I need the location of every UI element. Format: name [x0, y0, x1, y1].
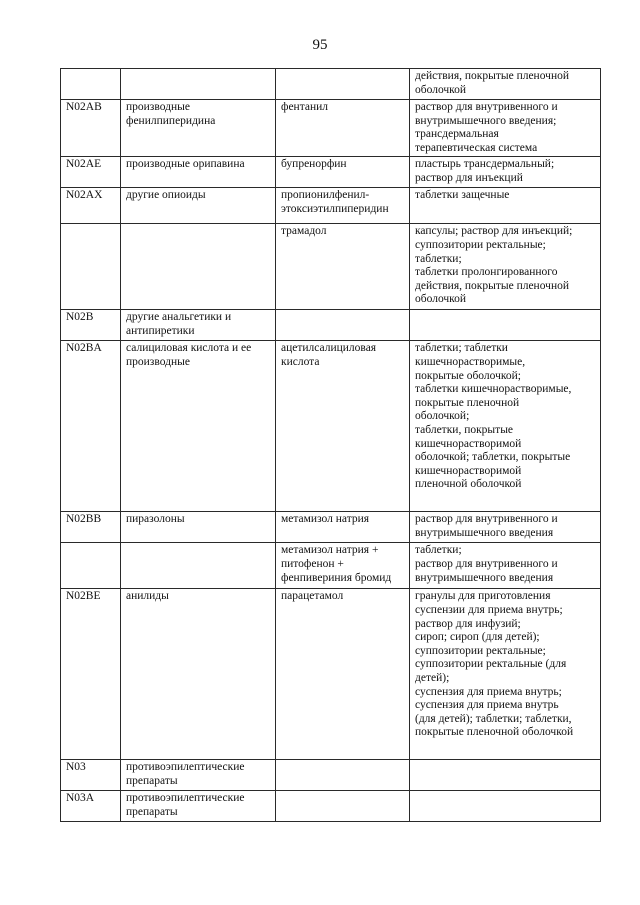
table-row: [61, 589, 601, 760]
form-line: детей);: [415, 671, 450, 684]
atc-code-cell: N02BA: [61, 341, 121, 512]
form-line: кишечнорастворимой: [415, 437, 522, 450]
atc-code-cell: N02BE: [61, 589, 121, 760]
form-line: оболочкой; таблетки, покрытые: [415, 451, 571, 464]
table-row: [61, 543, 601, 589]
group-line: антипиретики: [126, 324, 195, 337]
drug-line: кислота: [281, 355, 320, 368]
form-line: таблетки пролонгированного: [415, 266, 558, 279]
drug-name-cell: [276, 188, 410, 224]
table-row: [61, 157, 601, 188]
dosage-forms-cell: [410, 100, 601, 157]
drug-line: метамизол натрия +: [281, 544, 379, 557]
group-name-cell: [121, 341, 276, 512]
drug-name-cell: [276, 791, 410, 822]
drug-line: этоксиэтилпиперидин: [281, 202, 389, 215]
group-name-cell: [121, 760, 276, 791]
table-row: [61, 224, 601, 310]
form-line: таблетки;: [415, 544, 462, 557]
atc-code-cell: [61, 224, 121, 310]
form-line: раствор для инъекций: [415, 171, 523, 184]
drug-line: метамизол натрия: [281, 513, 370, 526]
group-line: пиразолоны: [126, 513, 185, 526]
drug-line: фентанил: [281, 101, 329, 113]
group-name-cell: [121, 512, 276, 543]
drug-name-cell: [276, 310, 410, 341]
form-line: покрытые пленочной оболочкой: [415, 726, 574, 739]
form-line: суппозитории ректальные;: [415, 238, 546, 251]
form-line: таблетки; таблетки: [415, 342, 508, 355]
form-line: капсулы; раствор для инъекций;: [415, 225, 573, 238]
form-line: оболочкой: [415, 293, 467, 306]
drug-line: трамадол: [281, 225, 327, 238]
form-line: кишечнорастворимой: [415, 464, 522, 477]
drug-name-cell: [276, 543, 410, 589]
group-name-cell: [121, 310, 276, 341]
atc-code-cell: N02AB: [61, 100, 121, 157]
drug-line: пропионилфенил-: [281, 189, 370, 202]
table-row: [61, 100, 601, 157]
form-line: раствор для внутривенного и: [415, 557, 558, 570]
drug-table: [60, 68, 601, 822]
dosage-forms-cell: [410, 310, 601, 341]
group-name-cell: [121, 188, 276, 224]
table-row: [61, 512, 601, 543]
form-line: раствор для внутривенного и: [415, 513, 558, 526]
drug-name-cell: [276, 69, 410, 100]
dosage-forms-cell: [410, 791, 601, 822]
form-line: внутримышечного введения: [415, 526, 554, 539]
atc-code-cell: N03: [61, 760, 121, 791]
group-line: производные: [126, 101, 190, 113]
drug-name-cell: [276, 224, 410, 310]
dosage-forms-cell: [410, 224, 601, 310]
form-line: покрытые пленочной: [415, 396, 520, 409]
form-line: суспензии для приема внутрь;: [415, 603, 563, 616]
group-name-cell: [121, 589, 276, 760]
atc-code-cell: [61, 543, 121, 589]
group-name-cell: [121, 791, 276, 822]
form-line: действия, покрытые пленочной: [415, 70, 570, 82]
table-row: [61, 791, 601, 822]
group-name-cell: [121, 69, 276, 100]
drug-name-cell: [276, 100, 410, 157]
group-name-cell: [121, 543, 276, 589]
group-line: другие анальгетики и: [126, 311, 232, 324]
group-line: анилиды: [126, 590, 169, 603]
dosage-forms-cell: [410, 188, 601, 224]
group-name-cell: [121, 157, 276, 188]
form-line: действия, покрытые пленочной: [415, 279, 570, 292]
form-line: оболочкой: [415, 83, 467, 96]
table-row: [61, 310, 601, 341]
form-line: (для детей); таблетки; таблетки,: [415, 712, 572, 725]
dosage-forms-cell: [410, 341, 601, 512]
page-number: 95: [312, 37, 328, 53]
atc-code-cell: N02B: [61, 310, 121, 341]
form-line: внутримышечного введения;: [415, 114, 557, 127]
dosage-forms-cell: [410, 760, 601, 791]
dosage-forms-cell: [410, 543, 601, 589]
drug-name-cell: [276, 760, 410, 791]
drug-line: фенпивериния бромид: [281, 571, 392, 584]
form-line: сироп; сироп (для детей);: [415, 631, 540, 644]
dosage-forms-cell: [410, 69, 601, 100]
form-line: таблетки кишечнорастворимые,: [415, 383, 572, 396]
form-line: суспензия для приема внутрь;: [415, 685, 562, 698]
drug-name-cell: [276, 341, 410, 512]
drug-line: ацетилсалициловая: [281, 342, 377, 355]
group-line: противоэпилептические: [126, 761, 245, 774]
group-line: препараты: [126, 805, 178, 818]
form-line: покрытые оболочкой;: [415, 369, 521, 382]
form-line: суппозитории ректальные (для: [415, 658, 567, 671]
form-line: внутримышечного введения: [415, 571, 554, 584]
table-body: [61, 69, 601, 822]
form-line: пластырь трансдермальный;: [415, 158, 555, 171]
atc-code-cell: N02BB: [61, 512, 121, 543]
drug-name-cell: [276, 157, 410, 188]
atc-code-cell: N02AX: [61, 188, 121, 224]
form-line: суспензия для приема внутрь: [415, 699, 559, 712]
table-row: [61, 341, 601, 512]
form-line: терапевтическая система: [415, 141, 538, 154]
form-line: кишечнорастворимые,: [415, 355, 526, 368]
table-row: [61, 188, 601, 224]
form-line: таблетки;: [415, 252, 462, 265]
group-line: другие опиоиды: [126, 189, 206, 202]
drug-line: питофенон +: [281, 557, 344, 570]
table-row: [61, 760, 601, 791]
form-line: пленочной оболочкой: [415, 478, 522, 491]
form-line: гранулы для приготовления: [415, 590, 551, 603]
group-line: салициловая кислота и ее: [126, 342, 252, 355]
drug-line: парацетамол: [281, 590, 344, 603]
table-row: [61, 69, 601, 100]
group-line: фенилпиперидина: [126, 114, 216, 127]
group-line: противоэпилептические: [126, 792, 245, 805]
dosage-forms-cell: [410, 157, 601, 188]
form-line: раствор для внутривенного и: [415, 101, 558, 113]
dosage-forms-cell: [410, 589, 601, 760]
form-line: трансдермальная: [415, 128, 499, 141]
dosage-forms-cell: [410, 512, 601, 543]
drug-line: бупренорфин: [281, 158, 347, 171]
form-line: суппозитории ректальные;: [415, 644, 546, 657]
form-line: таблетки защечные: [415, 189, 510, 202]
form-line: раствор для инфузий;: [415, 617, 521, 630]
atc-code-cell: N02AE: [61, 157, 121, 188]
group-line: производные орипавина: [126, 158, 245, 171]
drug-name-cell: [276, 512, 410, 543]
group-name-cell: [121, 100, 276, 157]
form-line: оболочкой;: [415, 410, 470, 423]
group-line: производные: [126, 355, 190, 368]
atc-code-cell: [61, 69, 121, 100]
group-name-cell: [121, 224, 276, 310]
atc-code-cell: N03A: [61, 791, 121, 822]
form-line: таблетки, покрытые: [415, 423, 514, 436]
drug-name-cell: [276, 589, 410, 760]
group-line: препараты: [126, 774, 178, 787]
